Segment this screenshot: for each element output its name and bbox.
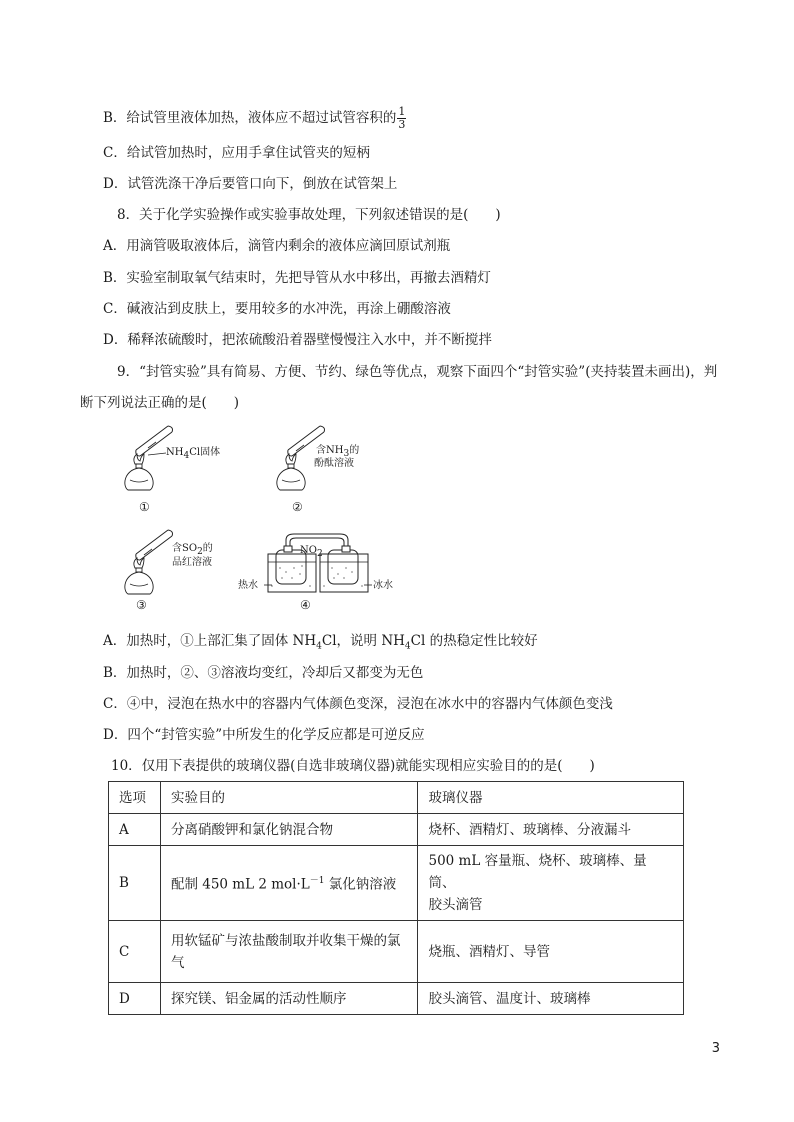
figure-3-apparatus: [118, 524, 178, 604]
header-purpose: 实验目的: [160, 782, 418, 814]
figure-3-number: ③: [136, 598, 147, 612]
q9-stem-line1: 9．“封管实验”具有简易、方便、节约、绿色等优点，观察下面四个“封管实验”(夹持装置未画出)，判: [117, 364, 718, 380]
header-glassware: 玻璃仪器: [418, 782, 684, 814]
figure-3-label-line2: 品红溶液: [172, 557, 212, 568]
table-row: [109, 921, 684, 983]
q9-option-a: A．加热时，①上部汇集了固体 $NH_4Cl$，说明 $NH_4Cl$ 的热稳定性比较好: [103, 633, 538, 652]
table-row: [109, 814, 684, 846]
row-option: C: [109, 921, 161, 983]
q10-table: [108, 781, 684, 1015]
q7-option-d: D．试管洗涤干净后要管口向下，倒放在试管架上: [103, 176, 398, 192]
figure-2-number: ②: [292, 500, 303, 514]
ice-water-beaker-icon: [320, 546, 368, 592]
figure-4-hot-water-label: 热水: [238, 580, 258, 591]
q7-option-b: [103, 106, 406, 131]
figure-1-leader-line: [148, 448, 168, 458]
row-glassware: 胶头滴管、温度计、玻璃棒: [418, 983, 684, 1015]
q8-stem: 8．关于化学实验操作或实验事故处理，下列叙述错误的是( ): [117, 207, 501, 223]
q8-option-a: A．用滴管吸取液体后，滴管内剩余的液体应滴回原试剂瓶: [103, 238, 451, 254]
row-option: B: [109, 846, 161, 921]
header-option: 选项: [109, 782, 161, 814]
row-purpose: 用软锰矿与浓盐酸制取并收集干燥的氯 气: [160, 921, 418, 983]
figure-4-gas-label: $NO_2$: [300, 545, 323, 559]
sealed-tube-icon: [136, 530, 173, 560]
row-purpose: 探究镁、铝金属的活动性顺序: [160, 983, 418, 1015]
figure-4-number: ④: [300, 598, 311, 612]
q10-stem: 10．仅用下表提供的玻璃仪器(自选非玻璃仪器)就能实现相应实验目的的是( ): [111, 758, 595, 774]
row-glassware: 烧杯、酒精灯、玻璃棒、分液漏斗: [418, 814, 684, 846]
fraction-one-third: $\frac{1}{3}$: [398, 105, 406, 131]
figure-1-label: $NH_4Cl$固体: [166, 447, 221, 461]
figure-3-label-line1: 含$SO_2$的: [172, 543, 213, 557]
page-number: 3: [711, 1041, 720, 1056]
row-purpose: 配制 450 mL 2 $mol\cdot L^{-1}$ 氯化钠溶液: [160, 846, 418, 921]
row-option: D: [109, 983, 161, 1015]
q7-option-c: C．给试管加热时，应用手拿住试管夹的短柄: [103, 145, 370, 161]
q9-option-c: C．④中，浸泡在热水中的容器内气体颜色变深，浸泡在冰水中的容器内气体颜色变浅: [103, 696, 613, 712]
alcohol-lamp-icon: [277, 464, 305, 490]
q9-option-b: B．加热时，②、③溶液均变红，冷却后又都变为无色: [103, 665, 424, 681]
table-row: [109, 846, 684, 921]
figure-4-apparatus: [250, 528, 385, 598]
q8-option-b: B．实验室制取氧气结束时，先把导管从水中移出，再撤去酒精灯: [103, 270, 491, 286]
q8-option-c: C．碱液沾到皮肤上，要用较多的水冲洗，再涂上硼酸溶液: [103, 301, 451, 317]
row-glassware: 500 mL 容量瓶、烧杯、玻璃棒、量筒、 胶头滴管: [418, 846, 684, 921]
alcohol-lamp-icon: [125, 568, 153, 594]
q9-option-d: D．四个“封管实验”中所发生的化学反应都是可逆反应: [103, 727, 425, 743]
q8-option-d: D．稀释浓硫酸时，把浓硫酸沿着器壁慢慢注入水中，并不断搅拌: [103, 332, 492, 348]
row-option: A: [109, 814, 161, 846]
figure-2-label-line2: 酚酞溶液: [314, 458, 354, 469]
table-header-row: [109, 782, 684, 814]
row-glassware: 烧瓶、酒精灯、导管: [418, 921, 684, 983]
figure-1-number: ①: [139, 500, 150, 514]
table-row: [109, 983, 684, 1015]
q7-option-b-text: B．给试管里液体加热，液体应不超过试管容积的: [103, 110, 397, 126]
alcohol-lamp-icon: [125, 464, 153, 490]
q9-stem-line2: 断下列说法正确的是( ): [80, 395, 240, 411]
row-purpose: 分离硝酸钾和氯化钠混合物: [160, 814, 418, 846]
figure-4-ice-water-label: 冰水: [373, 580, 393, 591]
figure-2-label-line1: 含$NH_3$的: [316, 445, 360, 459]
